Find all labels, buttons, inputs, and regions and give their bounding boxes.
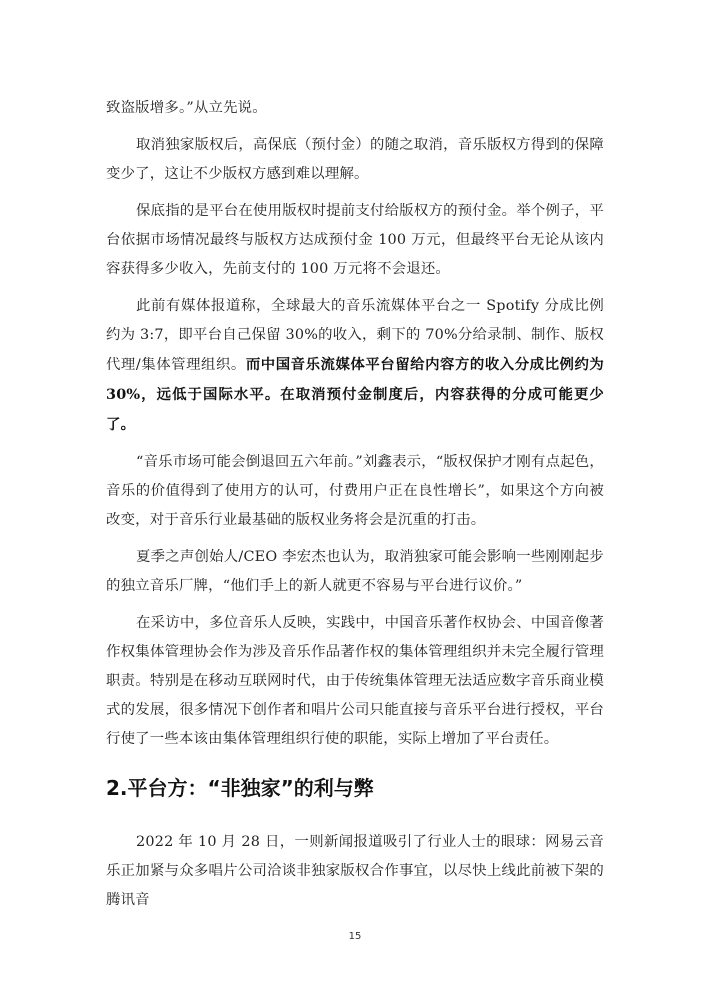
paragraph-5: “音乐市场可能会倒退回五六年前。”刘鑫表示，“版权保护才刚有点起色，音乐的价值得到了使用方的认可，付费用户正在良性增长”，如果这个方向被改变，对于音乐行业最基础的版权业务将会是沉重的打击。 xyxy=(106,454,604,528)
paragraph-7: 在采访中，多位音乐人反映，实践中，中国音乐著作权协会、中国音像著作权集体管理协会作为涉及音乐作品著作权的集体管理组织并未完全履行管理职责。特别是在移动互联网时代，由于传统集体管理无法适应数字音乐商业模式的发展，很多情况下创作者和唱片公司只能直接与音乐平台进行授权，平台行使了一些本该由集体管理组织行使的职能，实际上增加了平台责任。 xyxy=(106,615,604,747)
paragraph-4 xyxy=(106,292,604,440)
paragraph-8: 2022 年 10 月 28 日，一则新闻报道吸引了行业人士的眼球：网易云音乐正加紧与众多唱片公司洽谈非独家版权合作事宜，以尽快上线此前被下架的腾讯音 xyxy=(106,834,604,908)
paragraph-3: 保底指的是平台在使用版权时提前支付给版权方的预付金。举个例子，平台依据市场情况最终与版权方达成预付金 100 万元，但最终平台无论从该内容获得多少收入，先前支付的 100 万元将不会退还。 xyxy=(106,203,604,277)
paragraph-4-text: 此前有媒体报道称，全球最大的音乐流媒体平台之一 Spotify 分成比例约为 3:7，即平台自己保留 30%的收入，剩下的 70%分给录制、制作、版权代理/集体管理组织。 xyxy=(106,298,604,373)
paragraph-2: 取消独家版权后，高保底（预付金）的随之取消，音乐版权方得到的保障变少了，这让不少版权方感到难以理解。 xyxy=(106,137,604,182)
paragraph-1: 致盗版增多。”从立先说。 xyxy=(106,100,267,116)
section-heading: 2.平台方：“非独家”的利与弊 xyxy=(106,776,374,800)
paragraph-6: 夏季之声创始人/CEO 李宏杰也认为，取消独家可能会影响一些刚刚起步的独立音乐厂牌，“他们手上的新人就更不容易与平台进行议价。” xyxy=(106,549,604,594)
page-number: 15 xyxy=(348,931,362,942)
paragraph-4-bold-text: 而中国音乐流媒体平台留给内容方的收入分成比例约为 30%，远低于国际水平。在取消预付金制度后，内容获得的分成可能更少了。 xyxy=(106,356,604,433)
page-content xyxy=(106,94,604,923)
